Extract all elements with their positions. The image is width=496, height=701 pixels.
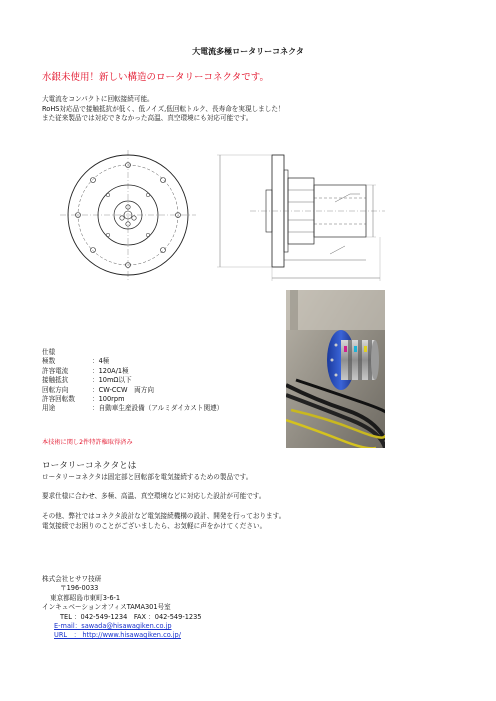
spec-row: [42, 376, 223, 385]
about-heading: ロータリーコネクタとは: [42, 461, 137, 471]
email-link[interactable]: E-mail：sawada@hisawagiken.co.jp: [54, 622, 172, 631]
spec-label: 極数: [42, 357, 56, 366]
spec-label: 用途: [42, 404, 56, 413]
website-link[interactable]: URL ： http://www.hisawagiken.co.jp/: [54, 631, 181, 640]
company-address: インキュベーションオフィスTAMA301号室: [42, 603, 171, 612]
spec-value: ：自動車生産設備（アルミダイカスト関連）: [92, 404, 224, 413]
about-line: ロータリーコネクタは固定部と回転部を電気接続するための製品です。: [42, 473, 253, 481]
intro-paragraph: [42, 95, 285, 124]
spec-row: [42, 357, 223, 366]
intro-line: 大電流をコンパクトに回転接続可能。: [42, 95, 154, 103]
company-address: 東京都昭島市東町3-6-1: [50, 593, 121, 602]
company-info: [42, 575, 201, 641]
spec-heading: 仕様: [42, 348, 56, 356]
about-line: 電気接続でお困りのことがございましたら、お気軽に声をかけてください。: [42, 522, 267, 530]
spec-label: 許容回転数: [42, 395, 75, 404]
spec-value: ：CW-CCW 両方向: [92, 385, 154, 394]
spec-label: 接触抵抗: [42, 376, 69, 385]
spec-value: ：100rpm: [92, 395, 125, 404]
patent-note: 本技術に関し2件特許権取得済み: [42, 439, 133, 446]
about-line: 要求仕様に合わせ、多極、高温、真空環境などに対応した設計が可能です。: [42, 492, 266, 500]
spec-value: ：10mΩ以下: [92, 376, 132, 385]
product-photo: [286, 290, 385, 448]
spec-row: [42, 386, 223, 395]
spec-label: 許容電流: [42, 366, 69, 375]
company-name: 株式会社ヒサワ技研: [42, 575, 102, 583]
front-view-drawing: [60, 150, 196, 280]
about-line: その他、弊社ではコネクタ設計など電気接続機構の設計、開発を行っております。: [42, 512, 286, 520]
spec-row: [42, 404, 223, 413]
page-title: 大電流多極ロータリーコネクタ: [192, 47, 304, 56]
company-phone: TEL ：042-549-1234 FAX ：042-549-1235: [60, 612, 202, 621]
spec-value: ：4極: [92, 357, 110, 366]
spec-label: 回転方向: [42, 385, 69, 394]
company-postal: 〒196-0033: [60, 584, 99, 593]
intro-line: また従来製品では対応できなかった高温、真空環境にも対応可能です。: [42, 114, 253, 123]
spec-row: [42, 367, 223, 376]
intro-line: RoHS対応品で接触抵抗が低く、低ノイズ,低回転トルク、長寿命を実現しました！: [42, 104, 285, 113]
spec-value: ：120A/1極: [92, 366, 129, 375]
spec-section: [42, 348, 223, 414]
side-view-drawing: [210, 150, 390, 285]
headline: 水銀未使用！新しい構造のロータリーコネクタです。: [42, 72, 270, 83]
